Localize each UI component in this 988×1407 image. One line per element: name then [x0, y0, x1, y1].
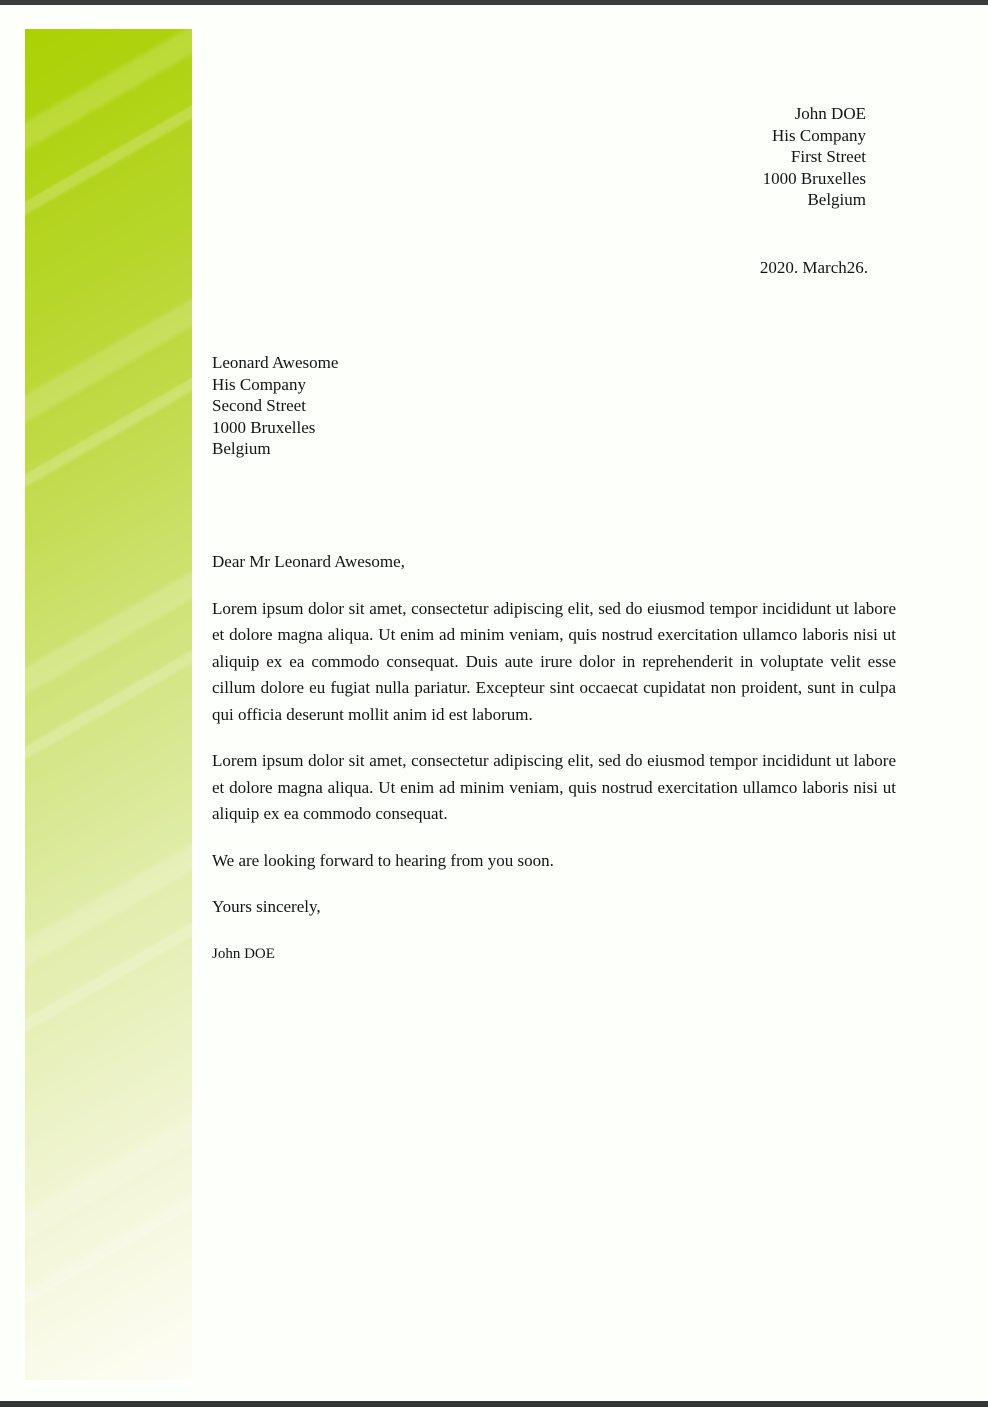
- sender-city: 1000 Bruxelles: [762, 168, 866, 188]
- valediction: Yours sincerely,: [212, 897, 321, 916]
- sender-name: John DOE: [794, 104, 866, 123]
- body-paragraph-1: Lorem ipsum dolor sit amet, consectetur adipiscing elit, sed do eiusmod tempor incididunt ut labore et dolore magna aliqua. Ut enim ad minim veniam, quis nostrud exercitation ullamco laboris nisi ut aliquip ex ea commodo consequat. Duis aute irure dolor in reprehenderit in voluptate velit esse cillum dolore eu fugiat nulla pariatur. Excepteur sint occaecat cupidatat non proident, sunt in culpa qui officia deserunt mollit anim id est laborum.: [212, 598, 896, 724]
- closing-line: We are looking forward to hearing from you soon.: [212, 850, 554, 870]
- sender-address-block: [763, 103, 866, 211]
- recipient-country: Belgium: [212, 439, 271, 458]
- recipient-city: 1000 Bruxelles: [212, 417, 316, 437]
- recipient-name: Leonard Awesome: [212, 353, 339, 372]
- sender-street: First Street: [790, 147, 866, 166]
- salutation: Dear Mr Leonard Awesome,: [212, 552, 405, 571]
- page-top-border: [0, 0, 988, 5]
- body-paragraph-2: Lorem ipsum dolor sit amet, consectetur adipiscing elit, sed do eiusmod tempor incididunt ut labore et dolore magna aliqua. Ut enim ad minim veniam, quis nostrud exercitation ullamco laboris nisi ut aliquip ex ea commodo consequat.: [212, 751, 896, 823]
- page-bottom-border: [0, 1401, 988, 1407]
- sender-company: His Company: [772, 125, 866, 145]
- letter-date: 2020. March26.: [759, 258, 868, 277]
- signature-name: John DOE: [212, 945, 275, 962]
- letter-body: [212, 549, 896, 987]
- recipient-company: His Company: [212, 374, 306, 394]
- recipient-address-block: [212, 352, 338, 460]
- green-gradient-sidebar: [25, 29, 192, 1380]
- sender-country: Belgium: [807, 190, 866, 209]
- recipient-street: Second Street: [212, 396, 306, 415]
